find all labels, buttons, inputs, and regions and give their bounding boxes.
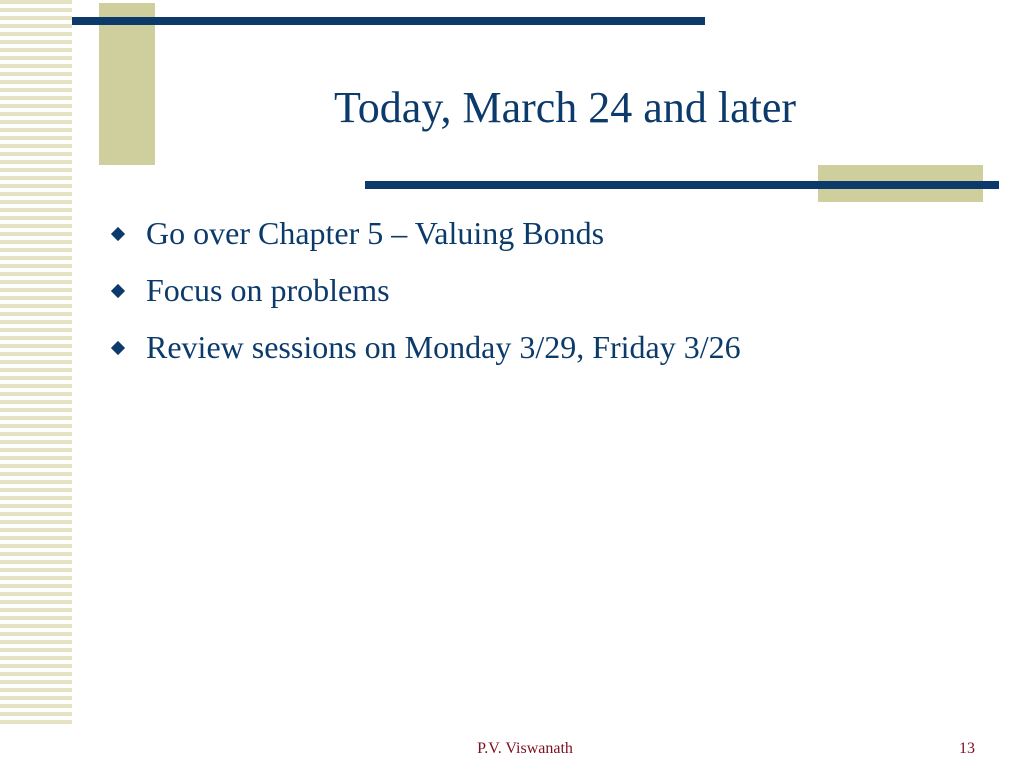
title-underline [365, 181, 999, 189]
bullet-text: Review sessions on Monday 3/29, Friday 3/26 [146, 329, 741, 365]
page-number: 13 [959, 740, 975, 757]
list-item [108, 262, 988, 319]
footer-author: P.V. Viswanath [477, 740, 573, 757]
slide-title: Today, March 24 and later [334, 83, 796, 132]
bullet-list [108, 205, 988, 376]
left-striped-band [0, 0, 72, 728]
bullet-text: Go over Chapter 5 – Valuing Bonds [146, 215, 605, 251]
bullet-text: Focus on problems [146, 272, 390, 308]
diamond-bullet-icon [111, 340, 125, 354]
list-item [108, 205, 988, 262]
list-item [108, 319, 988, 376]
diamond-bullet-icon [111, 283, 125, 297]
diamond-bullet-icon [111, 226, 125, 240]
top-accent-line [72, 17, 705, 25]
top-accent-block [99, 3, 155, 165]
